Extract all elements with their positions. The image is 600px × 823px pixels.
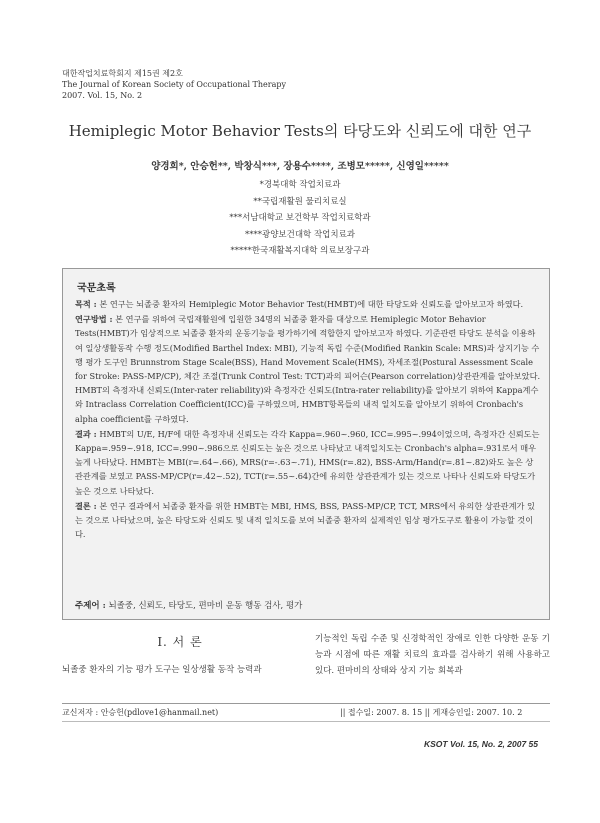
abstract-label: 연구방법 :: [75, 314, 113, 325]
keywords-label: 주제어 :: [75, 601, 106, 611]
abstract-conclusion: [75, 499, 541, 542]
abstract-text: 본 연구는 뇌졸중 환자의 Hemiplegic Motor Behavior Test(HMBT)에 대한 타당도와 신뢰도를 알아보고자 하였다.: [99, 299, 524, 309]
author-list: 양경희*, 안승헌**, 박창식***, 장용수****, 조병모*****, 신영일*****: [151, 161, 449, 172]
journal-name-korean: 대한작업치료학회지 제15권 제2호: [62, 69, 183, 78]
affiliation-list: [0, 177, 600, 260]
abstract-label: 결과 :: [75, 428, 97, 439]
abstract-body: [75, 297, 541, 542]
keywords: [75, 599, 302, 611]
abstract-heading: 국문초록: [77, 283, 116, 294]
abstract-text: HMBT의 U/E, H/F에 대한 측정자내 신뢰도는 각각 Kappa=.960~.960, ICC=.995~.994이었으며, 측정자간 신뢰도는 Kappa=.959~.918, ICC=.990~.986으로 신뢰도는 높은 것으로 나타났고 내적일치도는 Cronbach's alpha=.931로서 매우 높게 나타났다. HMBT는 MBI(r=.64~.66), MRS(r=-.63~.71), HMS(r=.82), BSS-Arm/Hand(r=.81~.82)와도 높은 상관관계를 보였고 PASS-MP/CP(r=.42~.52), TCT(r=.55~.64)간에 유의한 상관관계가 있는 것으로 나타나 신뢰도와 타당도가 높은 것으로 나타났다.: [75, 428, 540, 496]
intro-right-column: 기능적인 독립 수준 및 신경학적인 장애로 인한 다양한 운동 기능과 시점에 따른 재활 치료의 효과를 검사하기 위해 사용하고 있다. 편마비의 상태와 상지 기능 회복과: [315, 634, 550, 676]
affiliation-item: ****광양보건대학 작업치료과: [244, 229, 356, 240]
submission-dates: || 접수일: 2007. 8. 15 || 게재승인일: 2007. 10. 2: [340, 708, 523, 717]
section-heading-introduction: I. 서 론: [157, 635, 203, 649]
affiliation-item: *****한국재활복지대학 의료보장구과: [230, 246, 370, 256]
abstract-label: 결론 :: [75, 500, 97, 511]
abstract-purpose: [75, 297, 541, 311]
affiliation-item: *경북대학 작업치료과: [259, 180, 341, 190]
journal-info: [62, 68, 286, 101]
page-footer: KSOT Vol. 15, No. 2, 2007 55: [423, 739, 538, 749]
journal-volume: 2007. Vol. 15, No. 2: [62, 91, 143, 100]
footer-divider-bottom: [62, 721, 550, 722]
keywords-text: 뇌졸중, 신뢰도, 타당도, 편마비 운동 행동 검사, 평가: [108, 601, 303, 611]
journal-name-english: The Journal of Korean Society of Occupational Therapy: [62, 80, 287, 89]
intro-left-column: 뇌졸중 환자의 기능 평가 도구는 일상생활 동작 능력과: [62, 665, 262, 675]
paper-title: Hemiplegic Motor Behavior Tests의 타당도와 신뢰도에 대한 연구: [68, 122, 532, 140]
affiliation-item: **국립재활원 물리치료실: [253, 196, 347, 207]
affiliation-item: ***서남대학교 보건학부 작업치료학과: [229, 213, 371, 223]
abstract-label: 목적 :: [75, 299, 97, 309]
abstract-box: [62, 268, 550, 620]
abstract-text: 본 연구 결과에서 뇌졸중 환자를 위한 HMBT는 MBI, HMS, BSS, PASS-MP/CP, TCT, MRS에서 유의한 상관관계가 있는 것으로 나타났으며, 높은 타당도와 신뢰도 및 내적 일치도를 보여 뇌졸중 환자의 실제적인 임상 평가도구로 활용이 가능할 것이다.: [75, 500, 535, 540]
abstract-results: [75, 427, 541, 498]
footer-divider: [62, 703, 550, 704]
correspondence-author: 교신저자 : 안승헌(pdlove1@hanmail.net): [62, 708, 219, 717]
abstract-methods: [75, 312, 541, 426]
abstract-text: 본 연구를 위하여 국립재활원에 입원한 34명의 뇌졸중 환자를 대상으로 Hemiplegic Motor Behavior Tests(HMBT)가 임상적으로 뇌졸중 환자의 운동기능을 평가하기에 적합한지 알아보고자 하였다. 기준관련 타당도 분석을 이용하여 일상생활동작 수행 정도(Modified Barthel Index: MBI), 기능적 독립 수준(Modified Rankin Scale: MRS)과 상지기능 수행 평가 도구인 Brunnstrom Stage Scale(BSS), Hand Movement Scale(HMS), 자세조절(Postural Assessment Scale for Stroke: PASS-MP/CP), 체간 조절(Trunk Control Test: TCT)과의 피어슨(Pearson correlation)상관관계를 알아보았다. HMBT의 측정자내 신뢰도(Inter-rater reliability)와 측정자간 신뢰도(Intra-rater reliability)를 알아보기 위하여 Kappa계수와 Intraclass Correlation Coefficient(ICC)를 구하였으며, HMBT항목들의 내적 일치도를 알아보기 위하여 Cronbach's alpha coefficient를 구하였다.: [75, 314, 541, 424]
